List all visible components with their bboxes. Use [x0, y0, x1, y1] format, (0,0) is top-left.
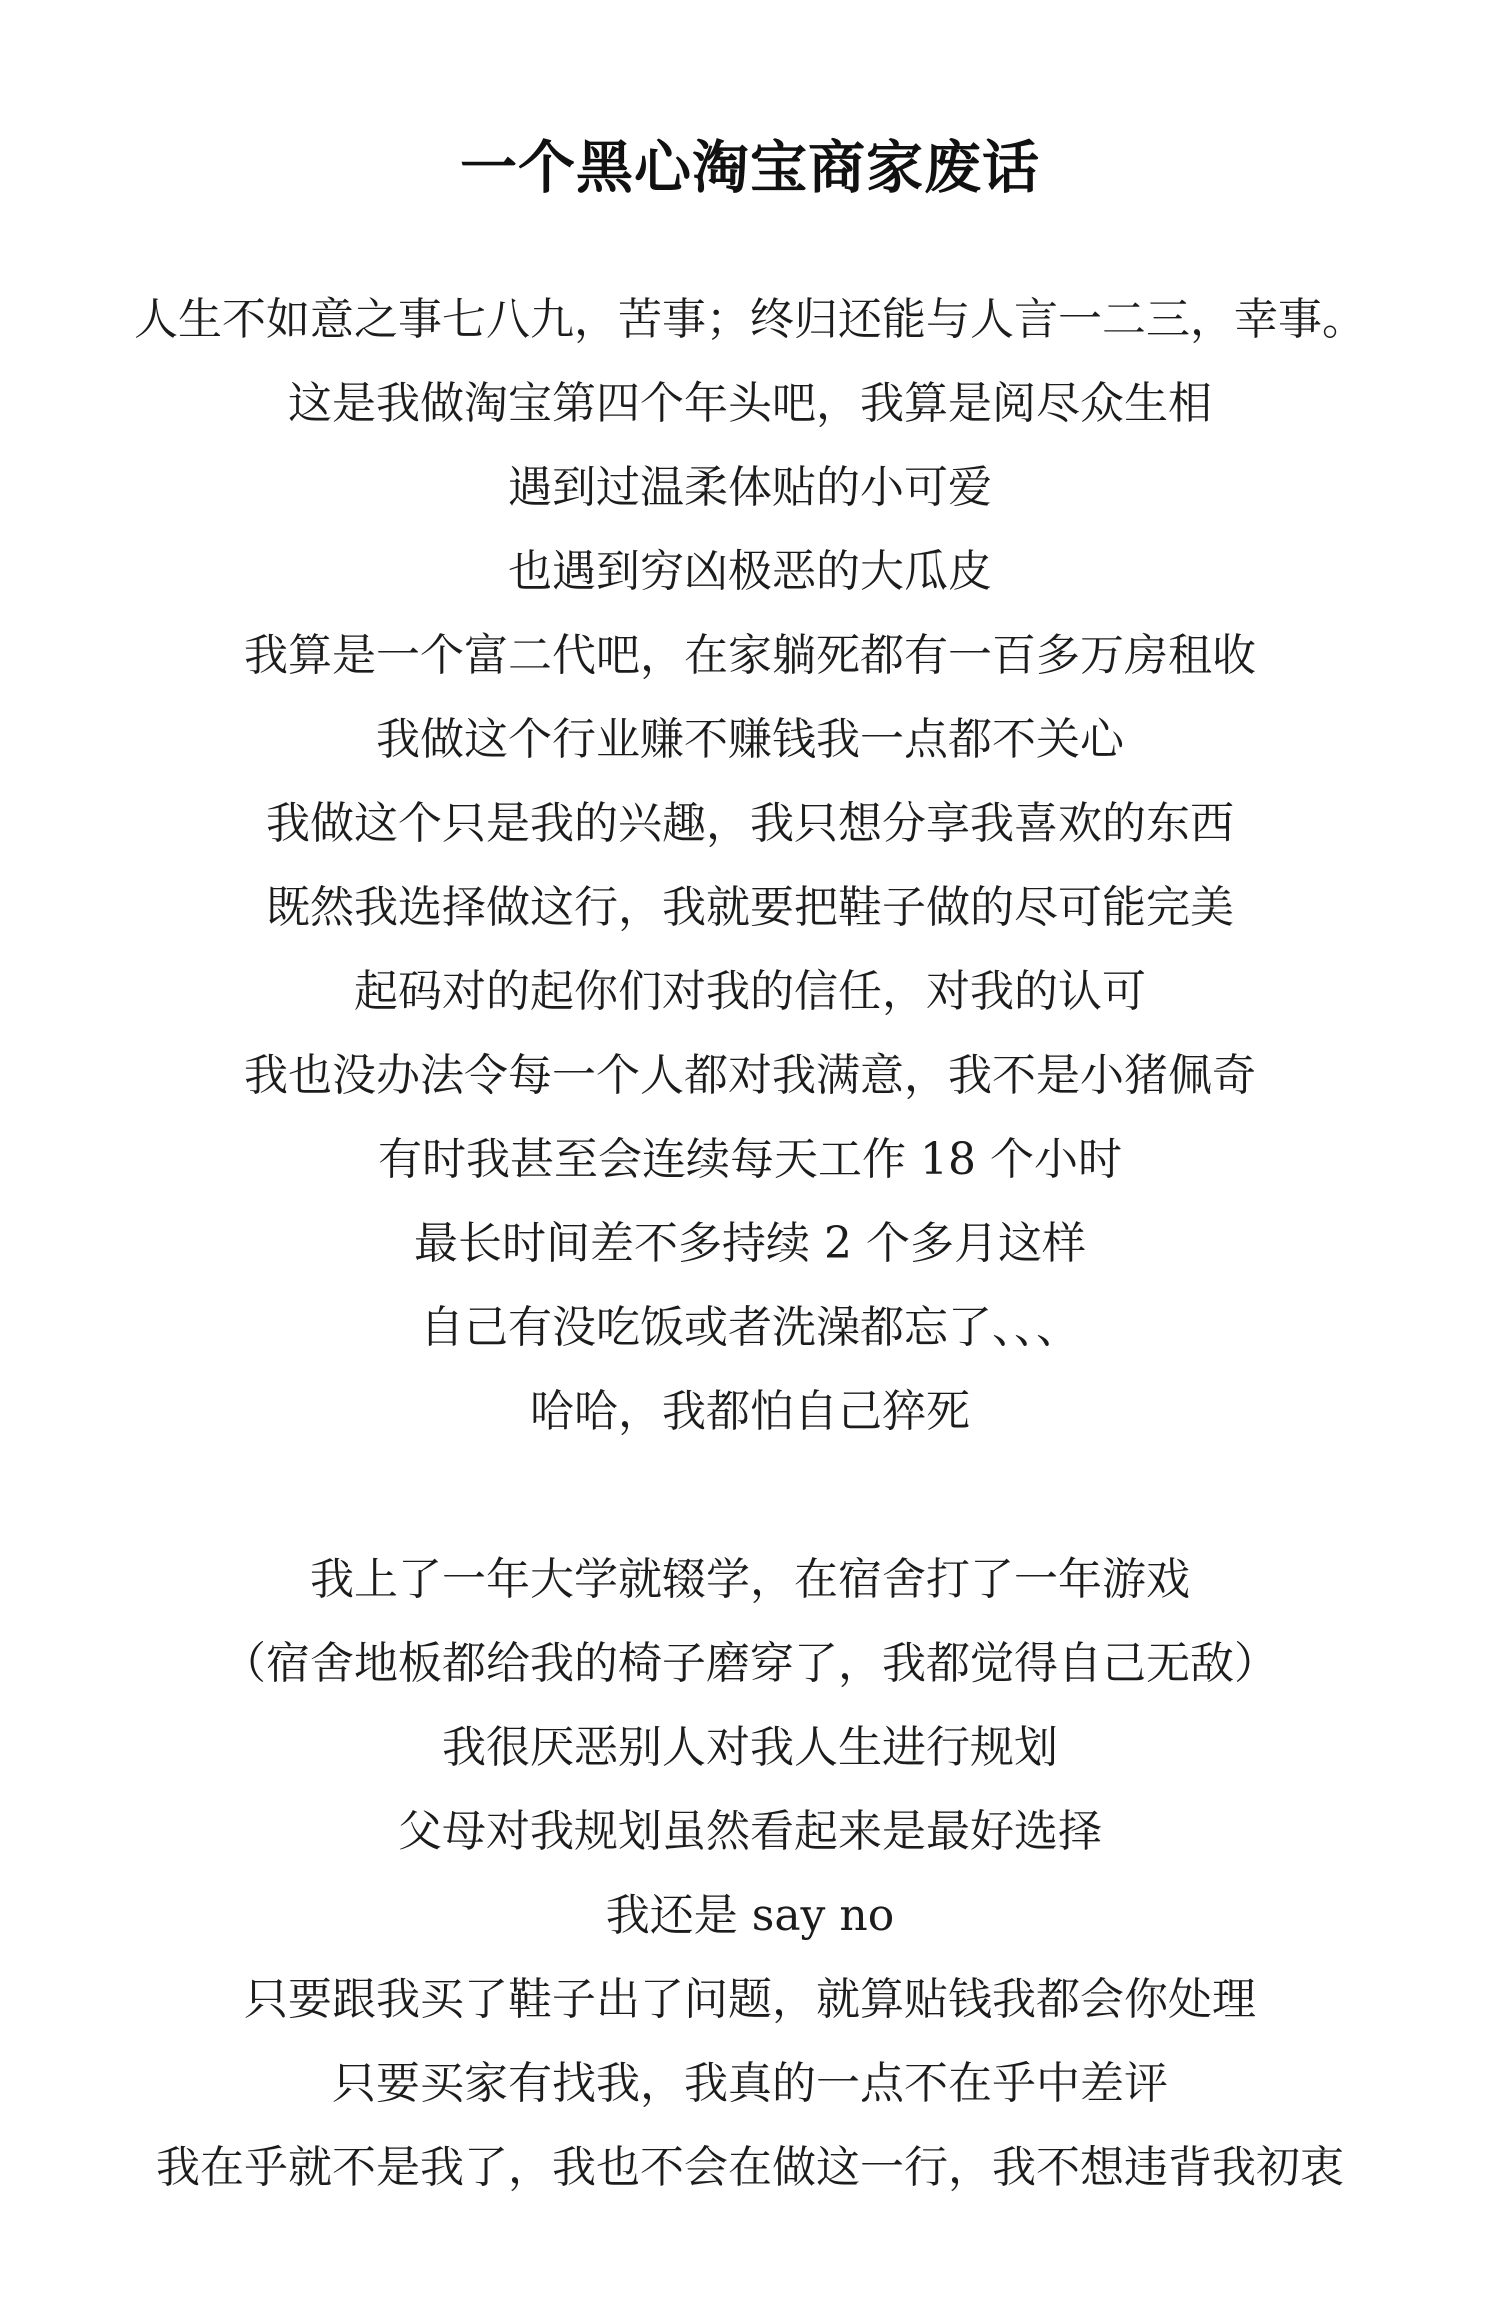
stanza-2 [0, 1538, 1500, 2210]
text-line: 父母对我规划虽然看起来是最好选择 [398, 1806, 1102, 1857]
poem-body [0, 278, 1500, 2210]
text-line: 我很厌恶别人对我人生进行规划 [442, 1722, 1058, 1773]
text-line: 人生不如意之事七八九，苦事；终归还能与人言一二三，幸事。 [134, 294, 1366, 345]
text-line: 只要买家有找我，我真的一点不在乎中差评 [332, 2058, 1168, 2109]
text-line: 这是我做淘宝第四个年头吧，我算是阅尽众生相 [288, 378, 1212, 429]
text-line: 我还是 say no [605, 1890, 895, 1941]
text-line: 我做这个行业赚不赚钱我一点都不关心 [376, 714, 1124, 765]
stanza-1 [0, 278, 1500, 1454]
text-line: 我上了一年大学就辍学，在宿舍打了一年游戏 [310, 1554, 1190, 1605]
text-line: 遇到过温柔体贴的小可爱 [508, 462, 992, 513]
text-line: 有时我甚至会连续每天工作 18 个小时 [378, 1134, 1122, 1185]
text-line: 最长时间差不多持续 2 个多月这样 [414, 1218, 1086, 1269]
document-title: 一个黑心淘宝商家废话 [460, 135, 1040, 201]
stanza-divider [0, 1454, 1500, 1538]
text-line: 只要跟我买了鞋子出了问题，就算贴钱我都会你处理 [244, 1974, 1256, 2025]
text-line: 既然我选择做这行，我就要把鞋子做的尽可能完美 [266, 882, 1234, 933]
text-line: 我在乎就不是我了，我也不会在做这一行，我不想违背我初衷 [156, 2142, 1344, 2193]
text-line: （宿舍地板都给我的椅子磨穿了，我都觉得自己无敌） [222, 1638, 1278, 1689]
text-line: 起码对的起你们对我的信任，对我的认可 [354, 966, 1146, 1017]
text-line: 哈哈，我都怕自己猝死 [530, 1386, 970, 1437]
text-line: 我做这个只是我的兴趣，我只想分享我喜欢的东西 [266, 798, 1234, 849]
text-line: 也遇到穷凶极恶的大瓜皮 [508, 546, 992, 597]
text-line: 我也没办法令每一个人都对我满意，我不是小猪佩奇 [244, 1050, 1256, 1101]
text-line: 自己有没吃饭或者洗澡都忘了、、、 [420, 1302, 1080, 1353]
text-line: 我算是一个富二代吧，在家躺死都有一百多万房租收 [244, 630, 1256, 681]
